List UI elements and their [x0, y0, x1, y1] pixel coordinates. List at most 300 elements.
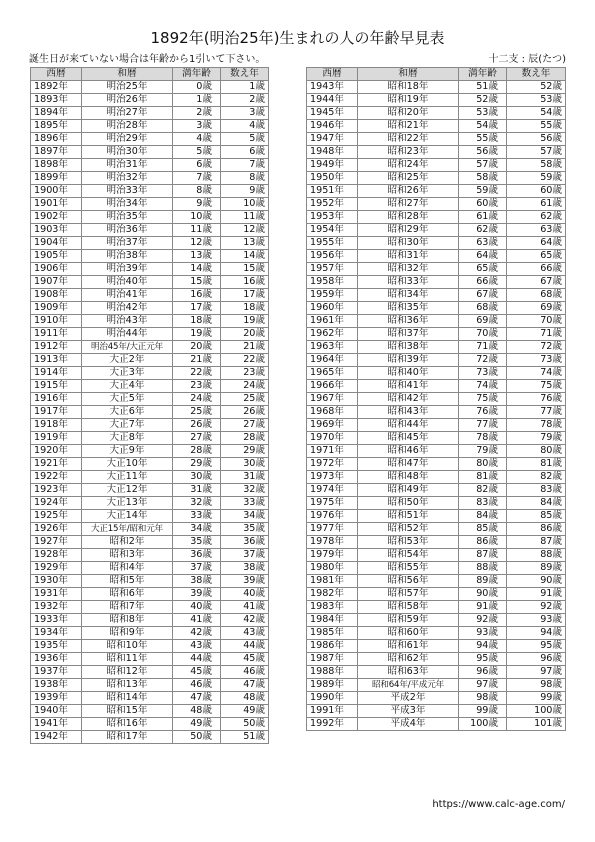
man-nenrei-cell: 12歳 [173, 237, 221, 250]
man-nenrei-cell: 100歳 [459, 718, 507, 731]
seireki-cell: 1959年 [307, 289, 358, 302]
man-nenrei-cell: 60歳 [459, 198, 507, 211]
kazoe-doshi-cell: 38歳 [221, 562, 269, 575]
wareki-cell: 明治44年 [82, 328, 173, 341]
man-nenrei-cell: 36歳 [173, 549, 221, 562]
seireki-cell: 1967年 [307, 393, 358, 406]
seireki-cell: 1944年 [307, 94, 358, 107]
seireki-cell: 1921年 [31, 458, 82, 471]
seireki-cell: 1908年 [31, 289, 82, 302]
table-row [31, 666, 269, 679]
seireki-cell: 1915年 [31, 380, 82, 393]
man-nenrei-cell: 40歳 [173, 601, 221, 614]
wareki-cell: 明治34年 [82, 198, 173, 211]
kazoe-doshi-cell: 30歳 [221, 458, 269, 471]
table-row [31, 224, 269, 237]
table-row [31, 81, 269, 94]
kazoe-doshi-cell: 100歳 [507, 705, 566, 718]
seireki-cell: 1892年 [31, 81, 82, 94]
seireki-cell: 1895年 [31, 120, 82, 133]
table-row [307, 692, 566, 705]
man-nenrei-cell: 65歳 [459, 263, 507, 276]
wareki-cell: 昭和61年 [358, 640, 459, 653]
seireki-cell: 1980年 [307, 562, 358, 575]
seireki-cell: 1978年 [307, 536, 358, 549]
table-row [31, 588, 269, 601]
seireki-cell: 1940年 [31, 705, 82, 718]
table-row [307, 250, 566, 263]
man-nenrei-cell: 6歳 [173, 159, 221, 172]
man-nenrei-cell: 44歳 [173, 653, 221, 666]
kazoe-doshi-cell: 26歳 [221, 406, 269, 419]
table-row [307, 575, 566, 588]
wareki-cell: 大正12年 [82, 484, 173, 497]
seireki-cell: 1964年 [307, 354, 358, 367]
kazoe-doshi-cell: 13歳 [221, 237, 269, 250]
kazoe-doshi-cell: 60歳 [507, 185, 566, 198]
kazoe-doshi-cell: 19歳 [221, 315, 269, 328]
kazoe-doshi-cell: 10歳 [221, 198, 269, 211]
table-row [31, 523, 269, 536]
wareki-cell: 昭和18年 [358, 81, 459, 94]
table-row [307, 562, 566, 575]
table-row [307, 601, 566, 614]
man-nenrei-cell: 47歳 [173, 692, 221, 705]
kazoe-doshi-cell: 18歳 [221, 302, 269, 315]
wareki-cell: 明治31年 [82, 159, 173, 172]
seireki-cell: 1962年 [307, 328, 358, 341]
man-nenrei-cell: 25歳 [173, 406, 221, 419]
seireki-cell: 1936年 [31, 653, 82, 666]
table-row [31, 653, 269, 666]
wareki-cell: 昭和50年 [358, 497, 459, 510]
table-row [307, 198, 566, 211]
table-row [307, 328, 566, 341]
table-header-row [307, 68, 566, 81]
wareki-cell: 昭和41年 [358, 380, 459, 393]
wareki-cell: 大正5年 [82, 393, 173, 406]
source-url: https://www.calc-age.com/ [432, 799, 565, 810]
table-row [31, 419, 269, 432]
table-row [307, 588, 566, 601]
seireki-cell: 1910年 [31, 315, 82, 328]
kazoe-doshi-cell: 14歳 [221, 250, 269, 263]
wareki-cell: 昭和51年 [358, 510, 459, 523]
seireki-cell: 1990年 [307, 692, 358, 705]
table-row [31, 185, 269, 198]
wareki-cell: 昭和27年 [358, 198, 459, 211]
kazoe-doshi-cell: 9歳 [221, 185, 269, 198]
man-nenrei-cell: 52歳 [459, 94, 507, 107]
table-row [31, 614, 269, 627]
man-nenrei-cell: 41歳 [173, 614, 221, 627]
man-nenrei-cell: 72歳 [459, 354, 507, 367]
kazoe-doshi-cell: 54歳 [507, 107, 566, 120]
table-row [31, 172, 269, 185]
wareki-cell: 昭和16年 [82, 718, 173, 731]
seireki-cell: 1906年 [31, 263, 82, 276]
man-nenrei-cell: 14歳 [173, 263, 221, 276]
kazoe-doshi-cell: 52歳 [507, 81, 566, 94]
man-nenrei-cell: 69歳 [459, 315, 507, 328]
man-nenrei-cell: 37歳 [173, 562, 221, 575]
kazoe-doshi-cell: 22歳 [221, 354, 269, 367]
table-row [31, 211, 269, 224]
wareki-cell: 明治25年 [82, 81, 173, 94]
kazoe-doshi-cell: 40歳 [221, 588, 269, 601]
table-row [31, 354, 269, 367]
man-nenrei-cell: 88歳 [459, 562, 507, 575]
seireki-cell: 1969年 [307, 419, 358, 432]
table-row [31, 107, 269, 120]
kazoe-doshi-cell: 34歳 [221, 510, 269, 523]
table-row [307, 302, 566, 315]
wareki-cell: 大正14年 [82, 510, 173, 523]
table-row [307, 289, 566, 302]
seireki-cell: 1954年 [307, 224, 358, 237]
man-nenrei-cell: 7歳 [173, 172, 221, 185]
seireki-cell: 1961年 [307, 315, 358, 328]
kazoe-doshi-cell: 47歳 [221, 679, 269, 692]
seireki-cell: 1900年 [31, 185, 82, 198]
man-nenrei-cell: 70歳 [459, 328, 507, 341]
kazoe-doshi-cell: 6歳 [221, 146, 269, 159]
kazoe-doshi-cell: 11歳 [221, 211, 269, 224]
wareki-cell: 昭和8年 [82, 614, 173, 627]
kazoe-doshi-cell: 56歳 [507, 133, 566, 146]
kazoe-doshi-cell: 20歳 [221, 328, 269, 341]
seireki-cell: 1943年 [307, 81, 358, 94]
table-row [307, 536, 566, 549]
kazoe-doshi-cell: 84歳 [507, 497, 566, 510]
table-row [307, 81, 566, 94]
kazoe-doshi-cell: 98歳 [507, 679, 566, 692]
seireki-cell: 1909年 [31, 302, 82, 315]
wareki-cell: 昭和14年 [82, 692, 173, 705]
wareki-cell: 大正6年 [82, 406, 173, 419]
wareki-cell: 昭和48年 [358, 471, 459, 484]
table-row [31, 601, 269, 614]
wareki-cell: 昭和33年 [358, 276, 459, 289]
wareki-cell: 明治35年 [82, 211, 173, 224]
kazoe-doshi-cell: 8歳 [221, 172, 269, 185]
seireki-cell: 1901年 [31, 198, 82, 211]
table-row [307, 718, 566, 731]
page-title: 1892年(明治25年)生まれの人の年齢早見表 [150, 29, 445, 47]
table-row [307, 432, 566, 445]
kazoe-doshi-cell: 80歳 [507, 445, 566, 458]
kazoe-doshi-cell: 63歳 [507, 224, 566, 237]
table-row [31, 289, 269, 302]
table-row [31, 302, 269, 315]
table-row [31, 328, 269, 341]
wareki-cell: 昭和43年 [358, 406, 459, 419]
man-nenrei-cell: 9歳 [173, 198, 221, 211]
man-nenrei-cell: 63歳 [459, 237, 507, 250]
table-row [31, 159, 269, 172]
seireki-cell: 1948年 [307, 146, 358, 159]
wareki-cell: 昭和15年 [82, 705, 173, 718]
wareki-cell: 昭和60年 [358, 627, 459, 640]
man-nenrei-cell: 5歳 [173, 146, 221, 159]
seireki-cell: 1929年 [31, 562, 82, 575]
table-row [307, 705, 566, 718]
table-row [307, 263, 566, 276]
table-row [307, 471, 566, 484]
header-seireki: 西暦 [307, 68, 358, 81]
kazoe-doshi-cell: 48歳 [221, 692, 269, 705]
table-row [31, 120, 269, 133]
man-nenrei-cell: 11歳 [173, 224, 221, 237]
man-nenrei-cell: 68歳 [459, 302, 507, 315]
seireki-cell: 1923年 [31, 484, 82, 497]
seireki-cell: 1917年 [31, 406, 82, 419]
wareki-cell: 昭和17年 [82, 731, 173, 744]
man-nenrei-cell: 48歳 [173, 705, 221, 718]
seireki-cell: 1914年 [31, 367, 82, 380]
kazoe-doshi-cell: 17歳 [221, 289, 269, 302]
wareki-cell: 昭和22年 [358, 133, 459, 146]
wareki-cell: 昭和42年 [358, 393, 459, 406]
wareki-cell: 明治33年 [82, 185, 173, 198]
kazoe-doshi-cell: 101歳 [507, 718, 566, 731]
wareki-cell: 明治27年 [82, 107, 173, 120]
table-row [31, 692, 269, 705]
table-row [31, 718, 269, 731]
seireki-cell: 1976年 [307, 510, 358, 523]
kazoe-doshi-cell: 93歳 [507, 614, 566, 627]
kazoe-doshi-cell: 70歳 [507, 315, 566, 328]
man-nenrei-cell: 79歳 [459, 445, 507, 458]
man-nenrei-cell: 42歳 [173, 627, 221, 640]
wareki-cell: 昭和35年 [358, 302, 459, 315]
seireki-cell: 1918年 [31, 419, 82, 432]
wareki-cell: 大正2年 [82, 354, 173, 367]
man-nenrei-cell: 84歳 [459, 510, 507, 523]
kazoe-doshi-cell: 82歳 [507, 471, 566, 484]
wareki-cell: 昭和63年 [358, 666, 459, 679]
table-row [31, 198, 269, 211]
seireki-cell: 1947年 [307, 133, 358, 146]
man-nenrei-cell: 15歳 [173, 276, 221, 289]
man-nenrei-cell: 18歳 [173, 315, 221, 328]
man-nenrei-cell: 49歳 [173, 718, 221, 731]
header-wareki: 和暦 [82, 68, 173, 81]
wareki-cell: 明治41年 [82, 289, 173, 302]
seireki-cell: 1989年 [307, 679, 358, 692]
man-nenrei-cell: 39歳 [173, 588, 221, 601]
wareki-cell: 昭和28年 [358, 211, 459, 224]
kazoe-doshi-cell: 74歳 [507, 367, 566, 380]
table-row [307, 367, 566, 380]
kazoe-doshi-cell: 94歳 [507, 627, 566, 640]
table-row [31, 549, 269, 562]
man-nenrei-cell: 83歳 [459, 497, 507, 510]
table-row [307, 523, 566, 536]
seireki-cell: 1920年 [31, 445, 82, 458]
wareki-cell: 明治37年 [82, 237, 173, 250]
table-row [307, 640, 566, 653]
kazoe-doshi-cell: 21歳 [221, 341, 269, 354]
wareki-cell: 大正9年 [82, 445, 173, 458]
man-nenrei-cell: 34歳 [173, 523, 221, 536]
table-row [31, 263, 269, 276]
man-nenrei-cell: 43歳 [173, 640, 221, 653]
seireki-cell: 1927年 [31, 536, 82, 549]
wareki-cell: 昭和2年 [82, 536, 173, 549]
kazoe-doshi-cell: 27歳 [221, 419, 269, 432]
header-seireki: 西暦 [31, 68, 82, 81]
table-row [31, 458, 269, 471]
kazoe-doshi-cell: 25歳 [221, 393, 269, 406]
seireki-cell: 1937年 [31, 666, 82, 679]
table-row [31, 497, 269, 510]
table-row [31, 380, 269, 393]
header-kazoe-doshi: 数え年 [221, 68, 269, 81]
wareki-cell: 平成4年 [358, 718, 459, 731]
man-nenrei-cell: 35歳 [173, 536, 221, 549]
man-nenrei-cell: 21歳 [173, 354, 221, 367]
kazoe-doshi-cell: 16歳 [221, 276, 269, 289]
wareki-cell: 明治36年 [82, 224, 173, 237]
wareki-cell: 昭和64年/平成元年 [358, 679, 459, 692]
man-nenrei-cell: 20歳 [173, 341, 221, 354]
seireki-cell: 1919年 [31, 432, 82, 445]
table-header-row [31, 68, 269, 81]
kazoe-doshi-cell: 53歳 [507, 94, 566, 107]
seireki-cell: 1986年 [307, 640, 358, 653]
kazoe-doshi-cell: 28歳 [221, 432, 269, 445]
header-man-nenrei: 満年齢 [459, 68, 507, 81]
wareki-cell: 明治45年/大正元年 [82, 341, 173, 354]
table-row [31, 276, 269, 289]
man-nenrei-cell: 98歳 [459, 692, 507, 705]
wareki-cell: 昭和36年 [358, 315, 459, 328]
wareki-cell: 昭和58年 [358, 601, 459, 614]
seireki-cell: 1953年 [307, 211, 358, 224]
kazoe-doshi-cell: 68歳 [507, 289, 566, 302]
seireki-cell: 1907年 [31, 276, 82, 289]
wareki-cell: 明治40年 [82, 276, 173, 289]
table-row [307, 666, 566, 679]
seireki-cell: 1896年 [31, 133, 82, 146]
seireki-cell: 1956年 [307, 250, 358, 263]
man-nenrei-cell: 85歳 [459, 523, 507, 536]
wareki-cell: 昭和11年 [82, 653, 173, 666]
man-nenrei-cell: 81歳 [459, 471, 507, 484]
table-row [31, 393, 269, 406]
seireki-cell: 1982年 [307, 588, 358, 601]
man-nenrei-cell: 19歳 [173, 328, 221, 341]
man-nenrei-cell: 58歳 [459, 172, 507, 185]
table-row [31, 341, 269, 354]
table-row [31, 315, 269, 328]
wareki-cell: 昭和45年 [358, 432, 459, 445]
seireki-cell: 1957年 [307, 263, 358, 276]
seireki-cell: 1992年 [307, 718, 358, 731]
man-nenrei-cell: 2歳 [173, 107, 221, 120]
seireki-cell: 1924年 [31, 497, 82, 510]
man-nenrei-cell: 75歳 [459, 393, 507, 406]
table-row [307, 146, 566, 159]
table-row [307, 354, 566, 367]
wareki-cell: 昭和44年 [358, 419, 459, 432]
seireki-cell: 1893年 [31, 94, 82, 107]
table-row [31, 562, 269, 575]
man-nenrei-cell: 71歳 [459, 341, 507, 354]
kazoe-doshi-cell: 46歳 [221, 666, 269, 679]
kazoe-doshi-cell: 15歳 [221, 263, 269, 276]
table-row [307, 380, 566, 393]
kazoe-doshi-cell: 99歳 [507, 692, 566, 705]
kazoe-doshi-cell: 4歳 [221, 120, 269, 133]
man-nenrei-cell: 82歳 [459, 484, 507, 497]
kazoe-doshi-cell: 72歳 [507, 341, 566, 354]
wareki-cell: 昭和9年 [82, 627, 173, 640]
kazoe-doshi-cell: 86歳 [507, 523, 566, 536]
table-row [31, 536, 269, 549]
table-row [31, 575, 269, 588]
kazoe-doshi-cell: 31歳 [221, 471, 269, 484]
wareki-cell: 昭和59年 [358, 614, 459, 627]
wareki-cell: 大正10年 [82, 458, 173, 471]
table-row [31, 484, 269, 497]
seireki-cell: 1913年 [31, 354, 82, 367]
kazoe-doshi-cell: 44歳 [221, 640, 269, 653]
header-wareki: 和暦 [358, 68, 459, 81]
kazoe-doshi-cell: 32歳 [221, 484, 269, 497]
man-nenrei-cell: 30歳 [173, 471, 221, 484]
table-row [31, 471, 269, 484]
table-row [307, 445, 566, 458]
wareki-cell: 大正4年 [82, 380, 173, 393]
kazoe-doshi-cell: 91歳 [507, 588, 566, 601]
table-row [307, 120, 566, 133]
seireki-cell: 1949年 [307, 159, 358, 172]
man-nenrei-cell: 89歳 [459, 575, 507, 588]
kazoe-doshi-cell: 61歳 [507, 198, 566, 211]
man-nenrei-cell: 99歳 [459, 705, 507, 718]
table-row [307, 237, 566, 250]
kazoe-doshi-cell: 78歳 [507, 419, 566, 432]
seireki-cell: 1950年 [307, 172, 358, 185]
table-row [31, 445, 269, 458]
kazoe-doshi-cell: 76歳 [507, 393, 566, 406]
wareki-cell: 昭和6年 [82, 588, 173, 601]
man-nenrei-cell: 55歳 [459, 133, 507, 146]
seireki-cell: 1981年 [307, 575, 358, 588]
kazoe-doshi-cell: 43歳 [221, 627, 269, 640]
seireki-cell: 1975年 [307, 497, 358, 510]
kazoe-doshi-cell: 66歳 [507, 263, 566, 276]
age-table-left [30, 67, 269, 744]
seireki-cell: 1912年 [31, 341, 82, 354]
wareki-cell: 昭和12年 [82, 666, 173, 679]
kazoe-doshi-cell: 7歳 [221, 159, 269, 172]
table-row [31, 406, 269, 419]
man-nenrei-cell: 57歳 [459, 159, 507, 172]
man-nenrei-cell: 45歳 [173, 666, 221, 679]
kazoe-doshi-cell: 83歳 [507, 484, 566, 497]
wareki-cell: 昭和3年 [82, 549, 173, 562]
seireki-cell: 1952年 [307, 198, 358, 211]
seireki-cell: 1928年 [31, 549, 82, 562]
table-row [307, 133, 566, 146]
wareki-cell: 昭和25年 [358, 172, 459, 185]
table-row [307, 614, 566, 627]
wareki-cell: 昭和62年 [358, 653, 459, 666]
table-row [307, 627, 566, 640]
